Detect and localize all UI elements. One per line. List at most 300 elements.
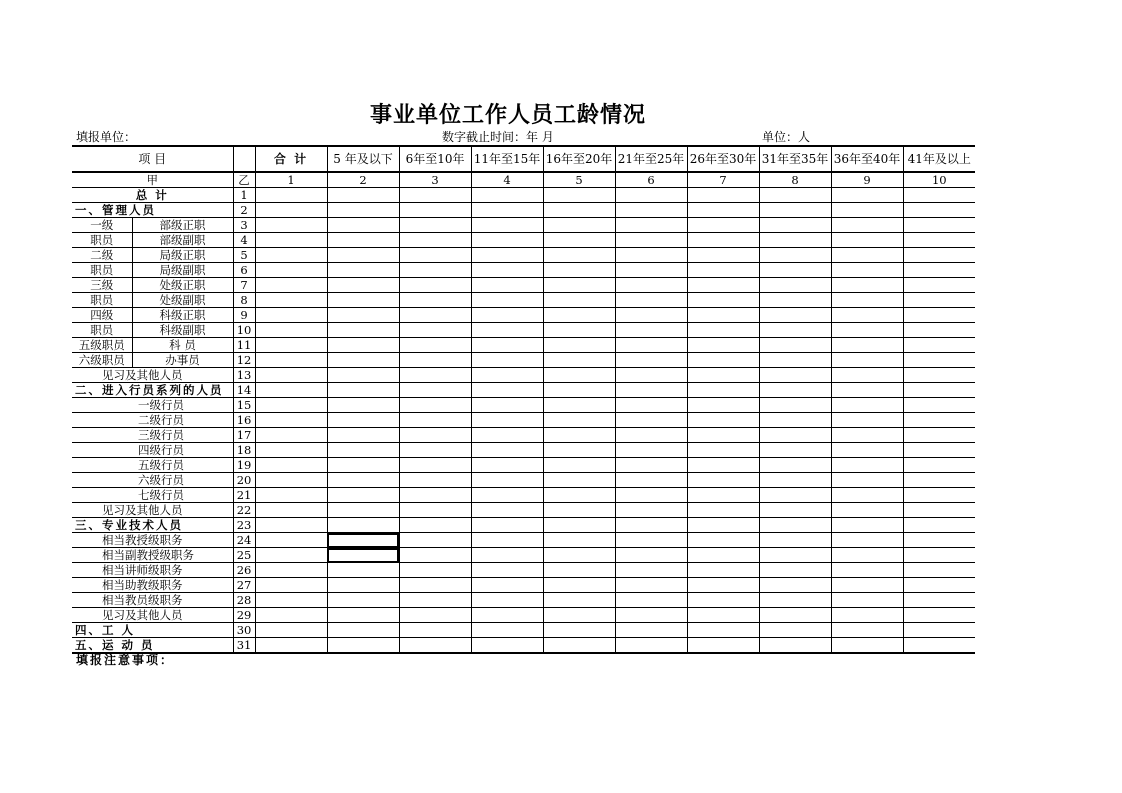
data-cell[interactable] — [687, 488, 759, 503]
data-cell[interactable] — [831, 503, 903, 518]
data-cell[interactable] — [543, 443, 615, 458]
data-cell[interactable] — [687, 398, 759, 413]
data-cell[interactable] — [903, 383, 975, 398]
data-cell[interactable] — [759, 278, 831, 293]
data-cell[interactable] — [399, 488, 471, 503]
data-cell[interactable] — [615, 488, 687, 503]
data-cell[interactable] — [399, 353, 471, 368]
data-cell[interactable] — [543, 518, 615, 533]
data-cell[interactable] — [687, 278, 759, 293]
data-cell[interactable] — [831, 353, 903, 368]
data-cell[interactable] — [399, 623, 471, 638]
data-cell[interactable] — [327, 383, 399, 398]
data-cell[interactable] — [903, 293, 975, 308]
data-cell[interactable] — [615, 248, 687, 263]
data-cell[interactable] — [543, 503, 615, 518]
data-cell[interactable] — [687, 608, 759, 623]
data-cell[interactable] — [831, 248, 903, 263]
data-cell[interactable] — [615, 218, 687, 233]
data-cell[interactable] — [327, 398, 399, 413]
data-cell[interactable] — [471, 458, 543, 473]
data-cell[interactable] — [471, 518, 543, 533]
data-cell[interactable] — [471, 293, 543, 308]
data-cell[interactable] — [327, 278, 399, 293]
data-cell[interactable] — [831, 218, 903, 233]
data-cell[interactable] — [327, 338, 399, 353]
data-cell[interactable] — [327, 218, 399, 233]
data-cell[interactable] — [615, 338, 687, 353]
data-cell[interactable] — [687, 188, 759, 203]
data-cell[interactable] — [471, 563, 543, 578]
data-cell[interactable] — [615, 353, 687, 368]
data-cell[interactable] — [759, 218, 831, 233]
data-cell[interactable] — [759, 263, 831, 278]
data-cell[interactable] — [903, 368, 975, 383]
data-cell[interactable] — [255, 548, 327, 563]
data-cell[interactable] — [615, 608, 687, 623]
data-cell[interactable] — [687, 353, 759, 368]
data-cell[interactable] — [255, 338, 327, 353]
data-cell[interactable] — [255, 248, 327, 263]
data-cell[interactable] — [255, 278, 327, 293]
data-cell[interactable] — [615, 278, 687, 293]
data-cell[interactable] — [759, 488, 831, 503]
data-cell[interactable] — [831, 293, 903, 308]
data-cell[interactable] — [903, 608, 975, 623]
data-cell[interactable] — [543, 578, 615, 593]
data-cell[interactable] — [255, 578, 327, 593]
data-cell[interactable] — [759, 413, 831, 428]
data-cell[interactable] — [543, 308, 615, 323]
data-cell[interactable] — [903, 518, 975, 533]
data-cell[interactable] — [399, 548, 471, 563]
data-cell[interactable] — [687, 293, 759, 308]
data-cell[interactable] — [687, 383, 759, 398]
data-cell[interactable] — [399, 398, 471, 413]
data-cell[interactable] — [327, 623, 399, 638]
data-cell[interactable] — [255, 233, 327, 248]
data-cell[interactable] — [903, 398, 975, 413]
data-cell[interactable] — [399, 578, 471, 593]
data-cell[interactable] — [543, 563, 615, 578]
data-cell[interactable] — [903, 218, 975, 233]
data-cell[interactable] — [759, 203, 831, 218]
data-cell[interactable] — [759, 248, 831, 263]
data-cell[interactable] — [903, 278, 975, 293]
data-cell[interactable] — [831, 338, 903, 353]
data-cell[interactable] — [399, 608, 471, 623]
data-cell[interactable] — [255, 593, 327, 608]
data-cell[interactable] — [831, 443, 903, 458]
data-cell[interactable] — [903, 353, 975, 368]
data-cell[interactable] — [687, 338, 759, 353]
data-cell[interactable] — [615, 413, 687, 428]
data-cell[interactable] — [903, 503, 975, 518]
data-cell[interactable] — [903, 623, 975, 638]
data-cell[interactable] — [327, 443, 399, 458]
data-cell[interactable] — [903, 443, 975, 458]
data-cell[interactable] — [543, 278, 615, 293]
data-cell[interactable] — [327, 413, 399, 428]
data-cell[interactable] — [543, 188, 615, 203]
data-cell[interactable] — [687, 623, 759, 638]
data-cell[interactable] — [687, 563, 759, 578]
data-cell[interactable] — [399, 383, 471, 398]
data-cell[interactable] — [399, 503, 471, 518]
data-cell[interactable] — [759, 548, 831, 563]
data-cell[interactable] — [759, 233, 831, 248]
data-cell[interactable] — [471, 308, 543, 323]
data-cell[interactable] — [543, 593, 615, 608]
data-cell[interactable] — [831, 263, 903, 278]
data-cell[interactable] — [255, 353, 327, 368]
data-cell[interactable] — [687, 428, 759, 443]
data-cell[interactable] — [471, 278, 543, 293]
data-cell[interactable] — [255, 623, 327, 638]
data-cell[interactable] — [399, 638, 471, 654]
data-cell[interactable] — [903, 458, 975, 473]
data-cell[interactable] — [903, 533, 975, 548]
data-cell[interactable] — [255, 413, 327, 428]
data-cell[interactable] — [759, 638, 831, 654]
data-cell[interactable] — [471, 413, 543, 428]
data-cell[interactable] — [399, 248, 471, 263]
data-cell[interactable] — [255, 293, 327, 308]
data-cell[interactable] — [255, 398, 327, 413]
data-cell[interactable] — [327, 293, 399, 308]
data-cell[interactable] — [255, 203, 327, 218]
data-cell[interactable] — [759, 473, 831, 488]
data-cell[interactable] — [471, 638, 543, 654]
data-cell[interactable] — [255, 533, 327, 548]
data-cell[interactable] — [327, 368, 399, 383]
data-cell[interactable] — [543, 458, 615, 473]
data-cell[interactable] — [687, 233, 759, 248]
data-cell[interactable] — [903, 473, 975, 488]
data-cell[interactable] — [399, 218, 471, 233]
data-cell[interactable] — [255, 443, 327, 458]
data-cell[interactable] — [687, 473, 759, 488]
data-cell[interactable] — [759, 353, 831, 368]
data-cell[interactable] — [399, 428, 471, 443]
data-cell[interactable] — [903, 638, 975, 654]
data-cell[interactable] — [471, 548, 543, 563]
data-cell[interactable] — [543, 488, 615, 503]
data-cell[interactable] — [615, 623, 687, 638]
data-cell[interactable] — [615, 263, 687, 278]
data-cell[interactable] — [327, 458, 399, 473]
data-cell[interactable] — [543, 293, 615, 308]
data-cell[interactable] — [471, 578, 543, 593]
data-cell[interactable] — [327, 233, 399, 248]
data-cell[interactable] — [903, 188, 975, 203]
data-cell[interactable] — [687, 308, 759, 323]
data-cell[interactable] — [615, 188, 687, 203]
data-cell[interactable] — [255, 563, 327, 578]
data-cell[interactable] — [759, 578, 831, 593]
data-cell[interactable] — [759, 563, 831, 578]
data-cell[interactable] — [615, 368, 687, 383]
data-cell[interactable] — [903, 248, 975, 263]
data-cell[interactable] — [471, 353, 543, 368]
data-cell[interactable] — [903, 308, 975, 323]
data-cell[interactable] — [471, 428, 543, 443]
data-cell[interactable] — [687, 458, 759, 473]
data-cell[interactable] — [615, 308, 687, 323]
data-cell[interactable] — [687, 203, 759, 218]
data-cell[interactable] — [831, 188, 903, 203]
data-cell[interactable] — [399, 518, 471, 533]
data-cell[interactable] — [471, 248, 543, 263]
data-cell[interactable] — [471, 503, 543, 518]
data-cell[interactable] — [615, 383, 687, 398]
data-cell[interactable] — [831, 563, 903, 578]
data-cell[interactable] — [687, 218, 759, 233]
data-cell[interactable] — [687, 413, 759, 428]
data-cell[interactable] — [543, 638, 615, 654]
data-cell[interactable] — [543, 398, 615, 413]
data-cell[interactable] — [255, 503, 327, 518]
data-cell[interactable] — [255, 428, 327, 443]
data-cell[interactable] — [543, 368, 615, 383]
data-cell[interactable] — [903, 203, 975, 218]
data-cell[interactable] — [471, 533, 543, 548]
data-cell[interactable] — [687, 593, 759, 608]
data-cell[interactable] — [399, 593, 471, 608]
data-cell[interactable] — [615, 638, 687, 654]
data-cell[interactable] — [327, 203, 399, 218]
data-cell[interactable] — [831, 488, 903, 503]
data-cell[interactable] — [399, 338, 471, 353]
data-cell[interactable] — [831, 623, 903, 638]
data-cell[interactable] — [831, 233, 903, 248]
data-cell[interactable] — [759, 323, 831, 338]
data-cell[interactable] — [831, 323, 903, 338]
data-cell[interactable] — [471, 593, 543, 608]
data-cell[interactable] — [471, 323, 543, 338]
data-cell[interactable] — [327, 353, 399, 368]
data-cell[interactable] — [399, 368, 471, 383]
data-cell[interactable] — [327, 593, 399, 608]
data-cell[interactable] — [903, 578, 975, 593]
data-cell[interactable] — [615, 473, 687, 488]
data-cell[interactable] — [615, 443, 687, 458]
data-cell[interactable] — [543, 608, 615, 623]
data-cell[interactable] — [687, 443, 759, 458]
data-cell[interactable] — [327, 188, 399, 203]
data-cell[interactable] — [615, 323, 687, 338]
data-cell[interactable] — [255, 188, 327, 203]
data-cell[interactable] — [615, 563, 687, 578]
data-cell[interactable] — [831, 473, 903, 488]
data-cell[interactable] — [759, 533, 831, 548]
data-cell[interactable] — [615, 548, 687, 563]
data-cell[interactable] — [687, 548, 759, 563]
data-cell[interactable] — [543, 533, 615, 548]
data-cell[interactable] — [831, 203, 903, 218]
data-cell[interactable] — [903, 263, 975, 278]
data-cell[interactable] — [687, 248, 759, 263]
data-cell[interactable] — [543, 233, 615, 248]
data-cell[interactable] — [471, 338, 543, 353]
data-cell[interactable] — [543, 548, 615, 563]
data-cell[interactable] — [903, 338, 975, 353]
data-cell[interactable] — [615, 398, 687, 413]
data-cell[interactable] — [687, 263, 759, 278]
data-cell[interactable] — [687, 323, 759, 338]
data-cell[interactable] — [399, 458, 471, 473]
data-cell[interactable] — [399, 563, 471, 578]
data-cell[interactable] — [759, 518, 831, 533]
data-cell[interactable] — [471, 623, 543, 638]
data-cell[interactable] — [903, 593, 975, 608]
data-cell[interactable] — [255, 473, 327, 488]
data-cell[interactable] — [687, 638, 759, 654]
data-cell[interactable] — [831, 593, 903, 608]
data-cell[interactable] — [903, 428, 975, 443]
data-cell[interactable] — [399, 263, 471, 278]
data-cell[interactable] — [327, 323, 399, 338]
data-cell[interactable] — [831, 518, 903, 533]
data-cell[interactable] — [327, 608, 399, 623]
data-cell[interactable] — [903, 233, 975, 248]
data-cell[interactable] — [255, 323, 327, 338]
data-cell[interactable] — [327, 488, 399, 503]
data-cell[interactable] — [831, 638, 903, 654]
data-cell[interactable] — [543, 353, 615, 368]
data-cell[interactable] — [471, 398, 543, 413]
data-cell[interactable] — [327, 503, 399, 518]
data-cell[interactable] — [687, 518, 759, 533]
data-cell[interactable] — [759, 368, 831, 383]
data-cell[interactable] — [399, 233, 471, 248]
data-cell[interactable] — [399, 413, 471, 428]
data-cell[interactable] — [615, 428, 687, 443]
data-cell[interactable] — [759, 503, 831, 518]
data-cell[interactable] — [471, 218, 543, 233]
data-cell[interactable] — [255, 488, 327, 503]
data-cell[interactable] — [543, 623, 615, 638]
data-cell[interactable] — [759, 383, 831, 398]
data-cell[interactable] — [255, 458, 327, 473]
data-cell[interactable] — [831, 278, 903, 293]
data-cell[interactable] — [759, 428, 831, 443]
data-cell[interactable] — [471, 443, 543, 458]
data-cell[interactable] — [759, 293, 831, 308]
data-cell[interactable] — [759, 458, 831, 473]
data-cell[interactable] — [327, 533, 399, 548]
data-cell[interactable] — [471, 383, 543, 398]
data-cell[interactable] — [759, 338, 831, 353]
data-cell[interactable] — [399, 308, 471, 323]
data-cell[interactable] — [615, 578, 687, 593]
data-cell[interactable] — [255, 308, 327, 323]
data-cell[interactable] — [327, 563, 399, 578]
data-cell[interactable] — [255, 608, 327, 623]
data-cell[interactable] — [615, 533, 687, 548]
data-cell[interactable] — [831, 398, 903, 413]
data-cell[interactable] — [399, 473, 471, 488]
data-cell[interactable] — [615, 293, 687, 308]
data-cell[interactable] — [327, 263, 399, 278]
data-cell[interactable] — [831, 308, 903, 323]
data-cell[interactable] — [399, 443, 471, 458]
data-cell[interactable] — [471, 608, 543, 623]
data-cell[interactable] — [255, 518, 327, 533]
data-cell[interactable] — [615, 458, 687, 473]
data-cell[interactable] — [327, 473, 399, 488]
data-cell[interactable] — [327, 548, 399, 563]
data-cell[interactable] — [615, 593, 687, 608]
data-cell[interactable] — [399, 188, 471, 203]
data-cell[interactable] — [759, 398, 831, 413]
data-cell[interactable] — [831, 413, 903, 428]
data-cell[interactable] — [687, 533, 759, 548]
data-cell[interactable] — [543, 218, 615, 233]
data-cell[interactable] — [687, 368, 759, 383]
data-cell[interactable] — [471, 488, 543, 503]
data-cell[interactable] — [903, 488, 975, 503]
data-cell[interactable] — [327, 518, 399, 533]
data-cell[interactable] — [399, 203, 471, 218]
data-cell[interactable] — [255, 383, 327, 398]
data-cell[interactable] — [399, 293, 471, 308]
data-cell[interactable] — [543, 383, 615, 398]
data-cell[interactable] — [543, 248, 615, 263]
data-cell[interactable] — [615, 203, 687, 218]
data-cell[interactable] — [687, 578, 759, 593]
data-cell[interactable] — [399, 323, 471, 338]
data-cell[interactable] — [759, 308, 831, 323]
data-cell[interactable] — [831, 548, 903, 563]
data-cell[interactable] — [471, 368, 543, 383]
data-cell[interactable] — [759, 188, 831, 203]
data-cell[interactable] — [543, 413, 615, 428]
data-cell[interactable] — [471, 188, 543, 203]
data-cell[interactable] — [255, 368, 327, 383]
data-cell[interactable] — [831, 608, 903, 623]
data-cell[interactable] — [615, 503, 687, 518]
data-cell[interactable] — [615, 233, 687, 248]
data-cell[interactable] — [255, 263, 327, 278]
data-cell[interactable] — [399, 278, 471, 293]
data-cell[interactable] — [543, 338, 615, 353]
data-cell[interactable] — [903, 413, 975, 428]
data-cell[interactable] — [543, 428, 615, 443]
data-cell[interactable] — [255, 638, 327, 654]
data-cell[interactable] — [327, 578, 399, 593]
data-cell[interactable] — [759, 623, 831, 638]
data-cell[interactable] — [831, 428, 903, 443]
data-cell[interactable] — [831, 458, 903, 473]
data-cell[interactable] — [831, 533, 903, 548]
data-cell[interactable] — [903, 563, 975, 578]
data-cell[interactable] — [759, 608, 831, 623]
data-cell[interactable] — [543, 473, 615, 488]
data-cell[interactable] — [687, 503, 759, 518]
data-cell[interactable] — [831, 578, 903, 593]
data-cell[interactable] — [327, 308, 399, 323]
data-cell[interactable] — [255, 218, 327, 233]
data-cell[interactable] — [471, 203, 543, 218]
data-cell[interactable] — [471, 473, 543, 488]
data-cell[interactable] — [903, 323, 975, 338]
data-cell[interactable] — [759, 443, 831, 458]
data-cell[interactable] — [831, 383, 903, 398]
data-cell[interactable] — [831, 368, 903, 383]
data-cell[interactable] — [471, 233, 543, 248]
data-cell[interactable] — [399, 533, 471, 548]
